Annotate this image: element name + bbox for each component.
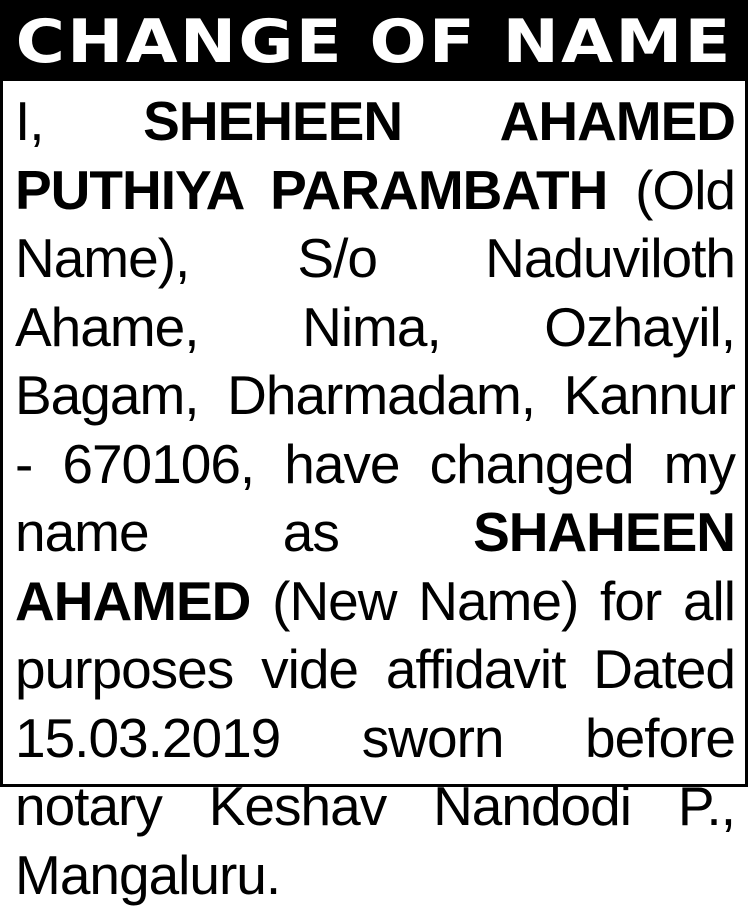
notice-closing: (New Name) for all purposes vide affidavit Dated 15.03.2019 sworn before notary Keshav Nandodi P., Mangaluru.: [15, 569, 735, 906]
new-name: SHAHEEN AHAMED: [15, 501, 735, 632]
old-name-details: (Old Name), S/o Naduviloth Ahame, Nima, Ozhayil, Bagam, Dharmadam, Kannur - 670106, have changed my name as: [15, 158, 735, 563]
notice-header: [3, 3, 745, 81]
old-name: SHEHEEN AHAMED PUTHIYA PARAMBATH: [15, 90, 736, 221]
notice-intro: I,: [15, 90, 144, 152]
notice-title: CHANGE OF NAME: [15, 7, 733, 77]
notice-body: [3, 81, 745, 909]
